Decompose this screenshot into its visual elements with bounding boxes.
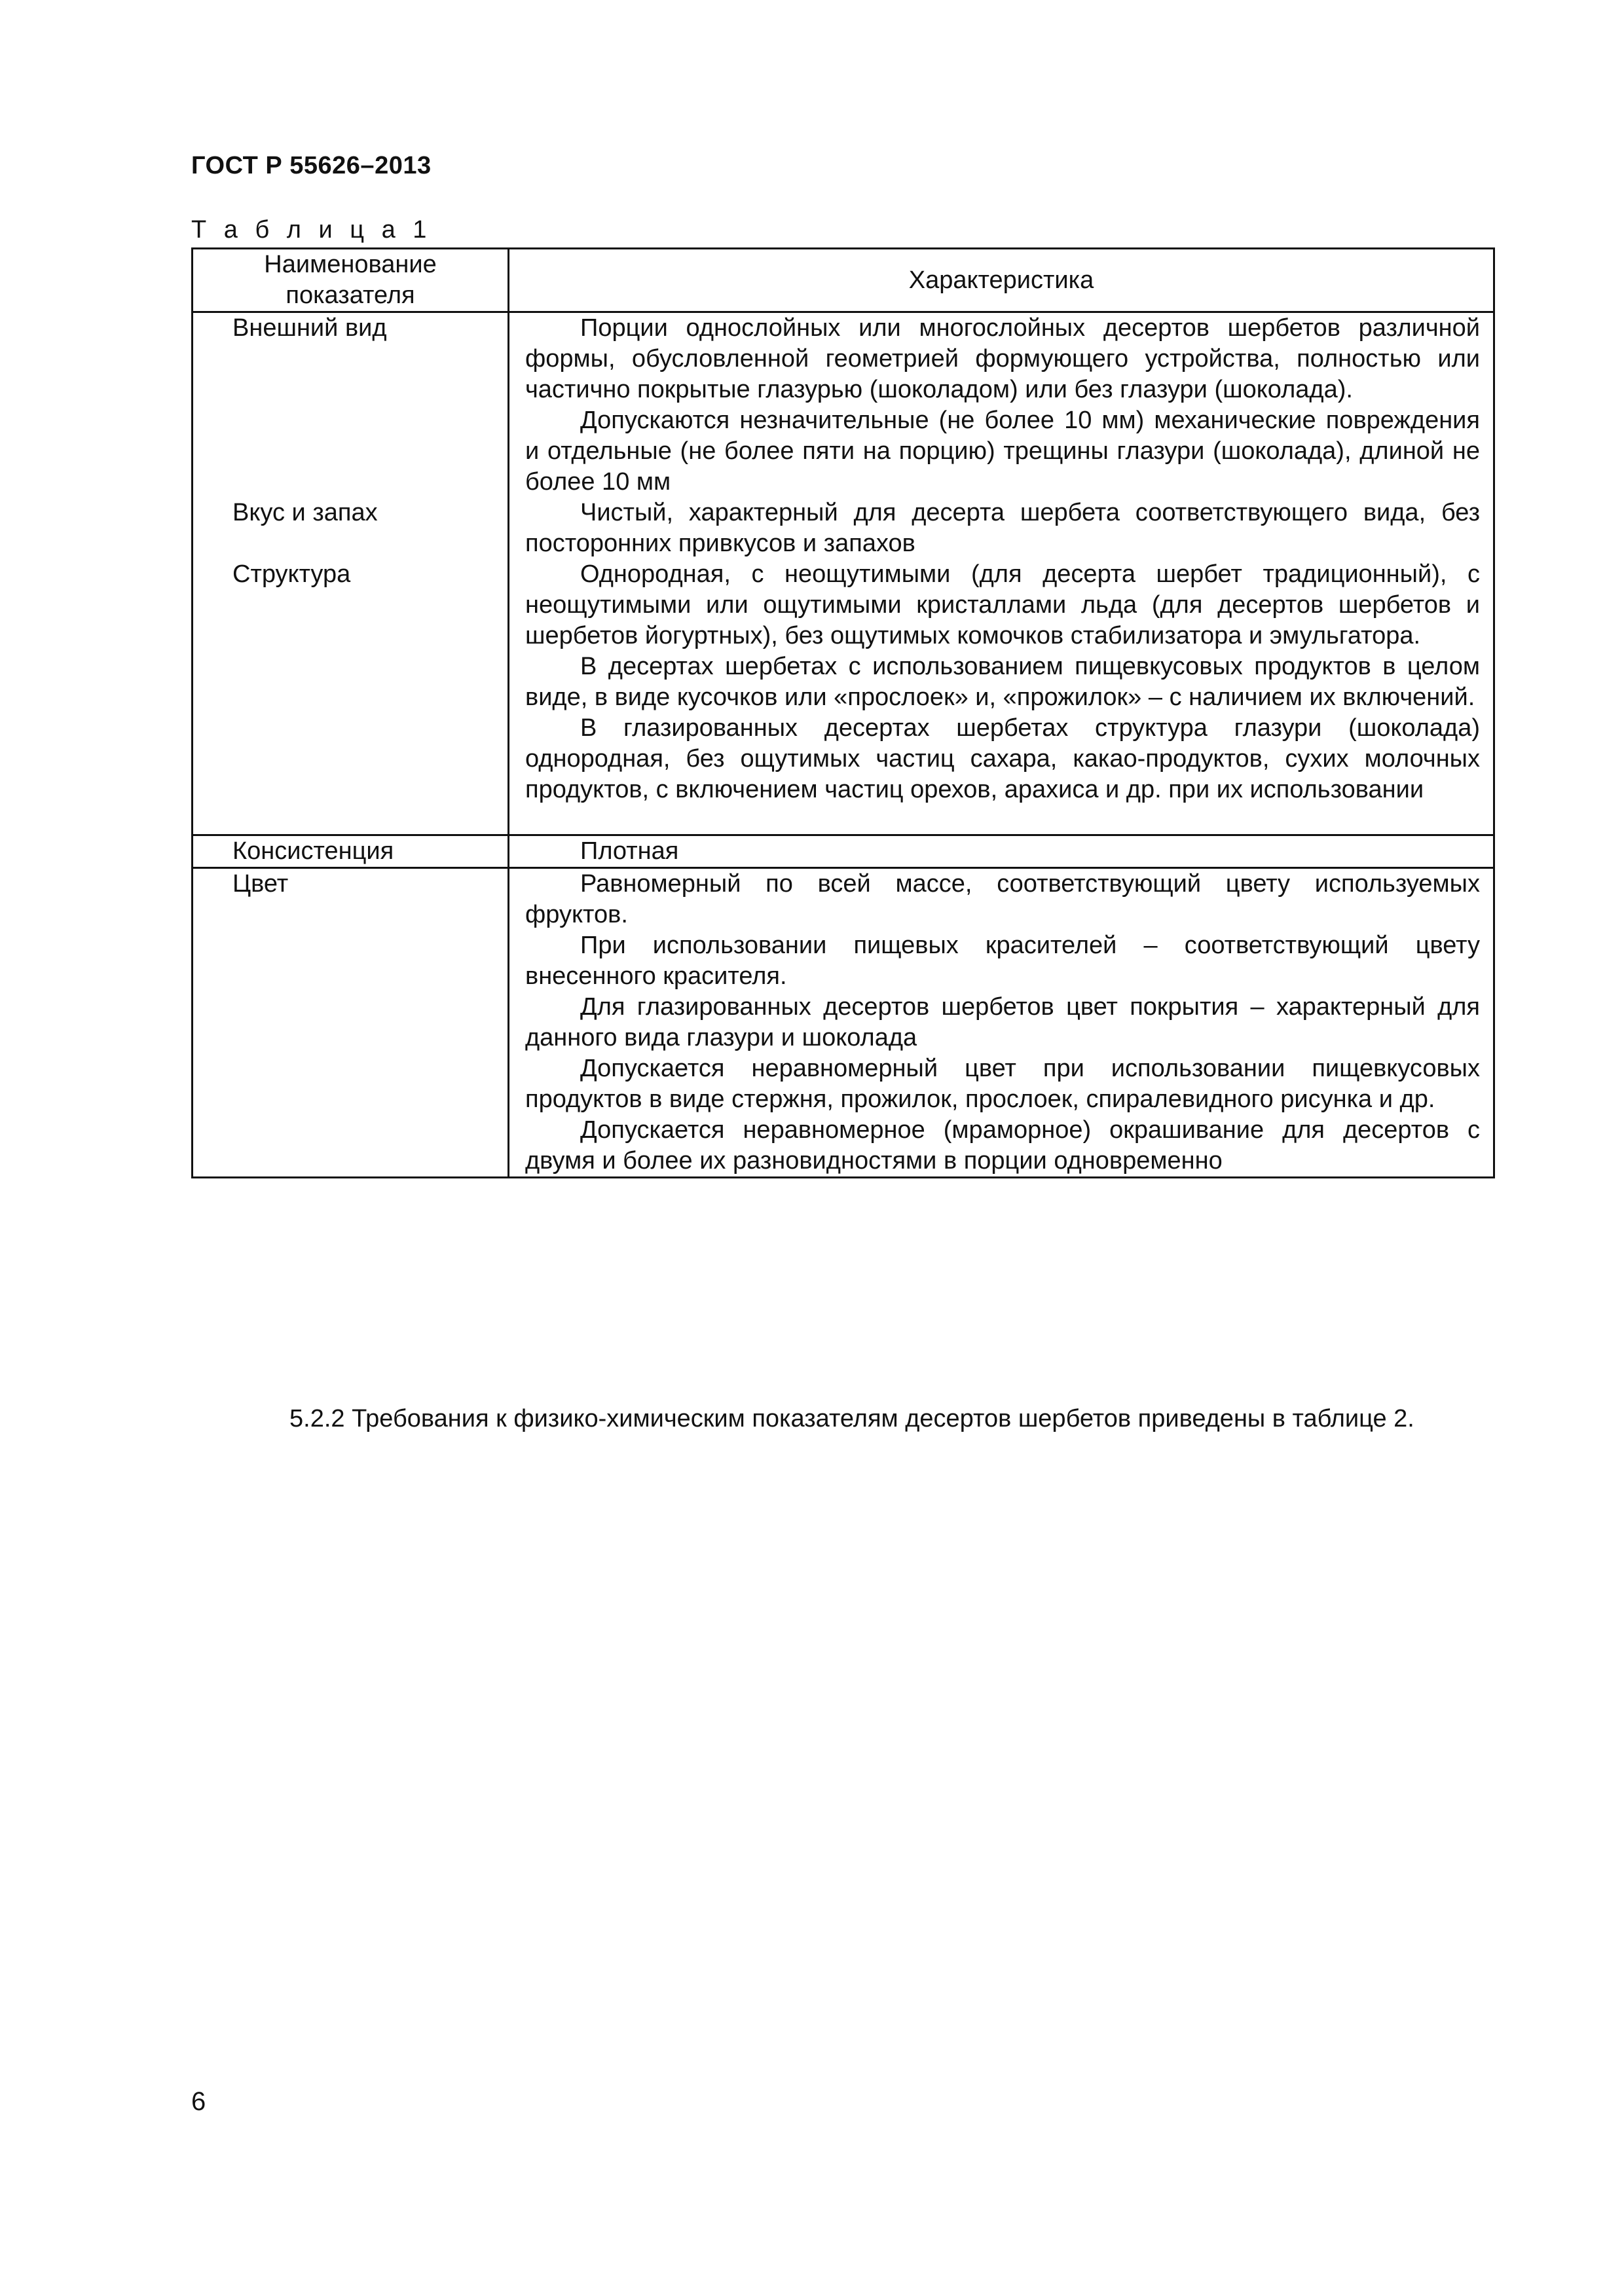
row-desc-appearance	[509, 312, 1494, 498]
table-header-indicator: Наименование показателя	[193, 249, 509, 312]
desc-paragraph: Чистый, характерный для десерта шербета соответствующего вида, без посторонних привкусов и запахов	[525, 499, 1480, 557]
desc-paragraph: Равномерный по всей массе, соответствующий цвету используемых фруктов.	[525, 870, 1480, 928]
table-caption: Т а б л и ц а 1	[191, 216, 432, 244]
desc-paragraph: При использовании пищевых красителей – соответствующий цвету внесенного красителя.	[525, 932, 1480, 990]
row-name-appearance: Внешний вид	[193, 312, 509, 498]
row-desc-structure	[509, 559, 1494, 835]
row-name-structure: Структура	[193, 559, 509, 835]
row-desc-consistency	[509, 835, 1494, 868]
desc-paragraph: В десертах шербетах с использованием пищевкусовых продуктов в целом виде, в виде кусочков или «прослоек» и, «прожилок» – с наличием их включений.	[525, 653, 1480, 711]
row-name-color: Цвет	[193, 868, 509, 1178]
spec-table	[191, 247, 1495, 1178]
desc-paragraph: Однородная, с неощутимыми (для десерта шербет традиционный), с неощутимыми или ощутимыми кристаллами льда (для десертов шербетов и шербетов йогуртных), без ощутимых комочков стабилизатора и эмульгатора.	[525, 560, 1480, 649]
desc-paragraph: Для глазированных десертов шербетов цвет покрытия – характерный для данного вида глазури и шоколада	[525, 993, 1480, 1051]
document-header: ГОСТ Р 55626–2013	[191, 152, 432, 179]
row-name-taste: Вкус и запах	[193, 498, 509, 559]
table-row	[193, 559, 1494, 835]
table-row	[193, 868, 1494, 1178]
desc-paragraph: В глазированных десертах шербетах структура глазури (шоколада) однородная, без ощутимых частиц сахара, какао-продуктов, сухих молочных продуктов, с включением частиц орехов, арахиса и др. при их использовании	[525, 714, 1480, 803]
desc-paragraph: Порции однослойных или многослойных десертов шербетов различной формы, обусловленной геометрией формующего устройства, полностью или частично покрытые глазурью (шоколадом) или без глазури (шоколада).	[525, 314, 1480, 403]
desc-paragraph: Допускается неравномерный цвет при использовании пищевкусовых продуктов в виде стержня, прожилок, прослоек, спиралевидного рисунка и др.	[525, 1055, 1480, 1113]
table-header-characteristic: Характеристика	[509, 249, 1494, 312]
page-number: 6	[191, 2087, 206, 2116]
row-name-consistency: Консистенция	[193, 835, 509, 868]
desc-paragraph: Плотная	[580, 837, 679, 865]
desc-paragraph: Допускается неравномерное (мраморное) окрашивание для десертов с двумя и более их разновидностями в порции одновременно	[525, 1116, 1480, 1175]
table-row	[193, 835, 1494, 868]
row-desc-taste	[509, 498, 1494, 559]
table-row	[193, 498, 1494, 559]
row-desc-color	[509, 868, 1494, 1178]
table-row	[193, 312, 1494, 498]
clause-paragraph: 5.2.2 Требования к физико-химическим показателям десертов шербетов приведены в таблице 2.	[289, 1405, 1414, 1432]
desc-paragraph: Допускаются незначительные (не более 10 мм) механические повреждения и отдельные (не более пяти на порцию) трещины глазури (шоколада), длиной не более 10 мм	[525, 407, 1480, 496]
